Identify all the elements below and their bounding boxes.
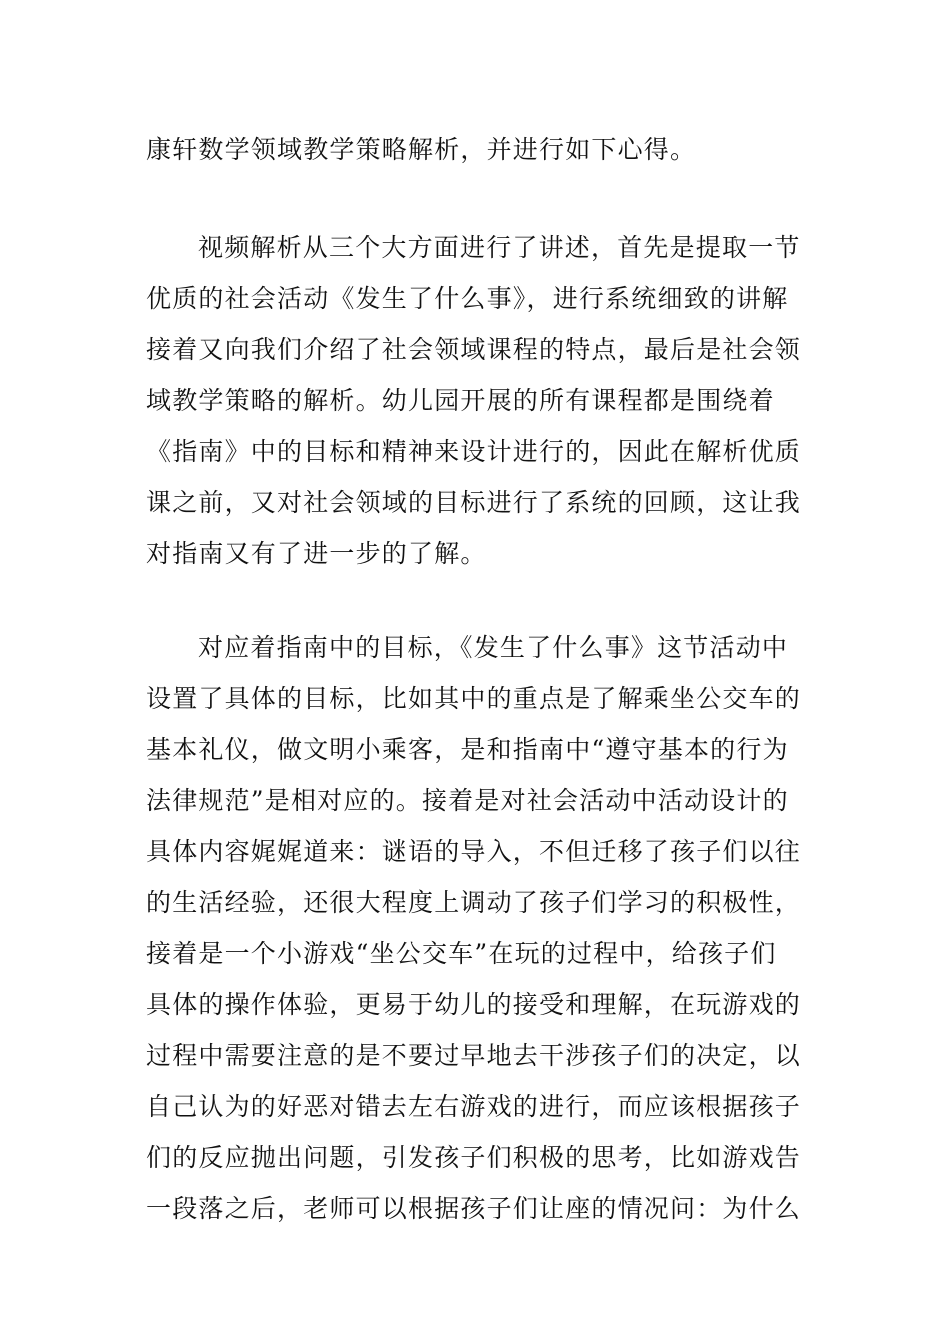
- paragraph-3-line-12: 一段落之后，老师可以根据孩子们让座的情况问：为什么: [146, 1194, 802, 1223]
- paragraph-3-line-11: 们的反应抛出问题，引发孩子们积极的思考，比如游戏告: [146, 1143, 802, 1172]
- paragraph-2-line-5: 《指南》中的目标和精神来设计进行的，因此在解析优质: [146, 437, 802, 466]
- paragraph-3-line-10: 自己认为的好恶对错去左右游戏的进行，而应该根据孩子: [146, 1092, 802, 1121]
- paragraph-2-line-7: 对指南又有了进一步的了解。: [146, 539, 487, 568]
- paragraph-2-line-3: 接着又向我们介绍了社会领域课程的特点，最后是社会领: [146, 335, 802, 364]
- paragraph-2-line-6: 课之前，又对社会领域的目标进行了系统的回顾，这让我: [146, 488, 802, 517]
- paragraph-2-line-4: 域教学策略的解析。幼儿园开展的所有课程都是围绕着: [146, 386, 775, 415]
- paragraph-3-line-9: 过程中需要注意的是不要过早地去干涉孩子们的决定，以: [146, 1041, 802, 1070]
- paragraph-3-line-7: 接着是一个小游戏“坐公交车”在玩的过程中，给孩子们: [146, 939, 777, 968]
- paragraph-1-line-1: 康轩数学领域教学策略解析，并进行如下心得。: [146, 135, 697, 164]
- paragraph-3-line-1: 对应着指南中的目标，《发生了什么事》这节活动中: [198, 633, 789, 662]
- paragraph-3-line-2: 设置了具体的目标，比如其中的重点是了解乘坐公交车的: [146, 684, 802, 713]
- paragraph-2-line-2: 优质的社会活动《发生了什么事》，进行系统细致的讲解: [146, 284, 789, 313]
- paragraph-2-line-1: 视频解析从三个大方面进行了讲述，首先是提取一节: [198, 233, 801, 262]
- paragraph-3-line-6: 的生活经验，还很大程度上调动了孩子们学习的积极性，: [146, 888, 802, 917]
- paragraph-3-line-8: 具体的操作体验，更易于幼儿的接受和理解，在玩游戏的: [146, 990, 802, 1019]
- paragraph-3-line-4: 法律规范”是相对应的。接着是对社会活动中活动设计的: [146, 786, 789, 815]
- paragraph-3-line-3: 基本礼仪，做文明小乘客，是和指南中“遵守基本的行为: [146, 735, 789, 764]
- paragraph-3-line-5: 具体内容娓娓道来：谜语的导入，不但迁移了孩子们以往: [146, 837, 802, 866]
